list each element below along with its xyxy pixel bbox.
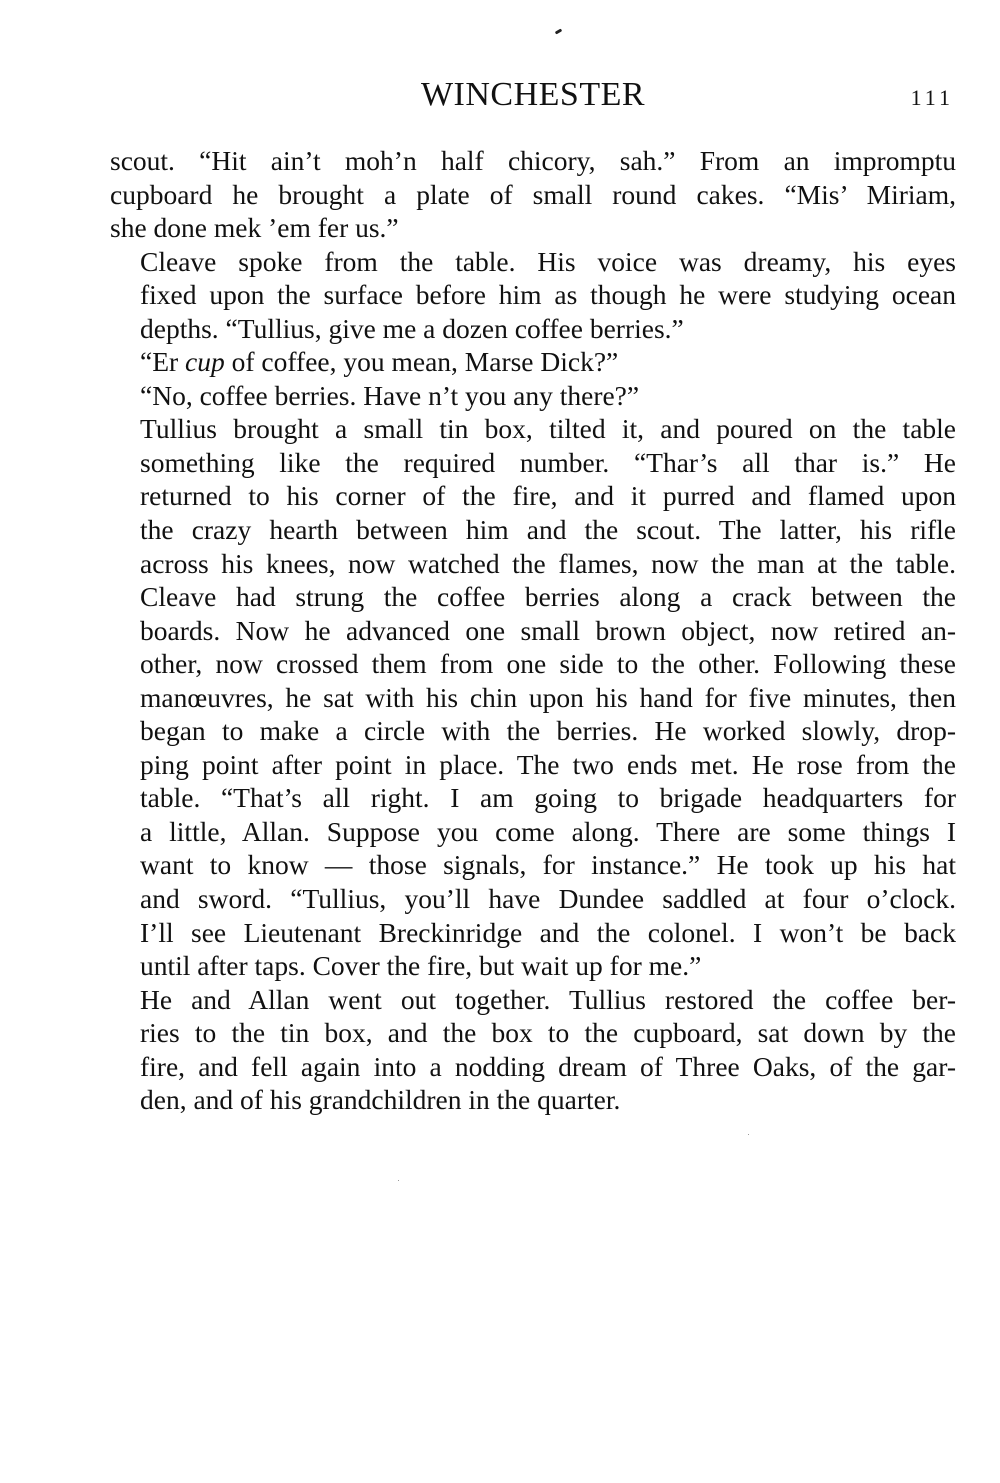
page-number: 111 (910, 85, 954, 110)
text-line: a little, Allan. Suppose you come along. There are some things I (140, 815, 956, 847)
paragraph (110, 983, 956, 1117)
text-line: ping point after point in place. The two ends met. He rose from the (140, 748, 956, 780)
paper-mark (748, 1134, 749, 1135)
text-line: began to make a circle with the berries. He worked slowly, drop- (140, 715, 956, 747)
text-line: “No, coffee berries. Have n’t you any there?” (140, 379, 640, 411)
paragraph (110, 345, 956, 379)
text-line: the crazy hearth between him and the scout. The latter, his rifle (140, 514, 956, 546)
running-title: WINCHESTER (420, 76, 646, 113)
text-line: want to know — those signals, for instance.” He took up his hat (140, 849, 956, 881)
text-line: table. “That’s all right. I am going to brigade headquarters for (140, 782, 956, 814)
text-line: Cleave spoke from the table. His voice was dreamy, his eyes (140, 245, 956, 277)
text-line: cupboard he brought a plate of small round cakes. “Mis’ Miriam, (110, 178, 956, 210)
text-line: she done mek ’em fer us.” (110, 212, 399, 244)
paragraph (110, 144, 956, 245)
text-line: until after taps. Cover the fire, but wait up for me.” (140, 950, 702, 982)
text-line: boards. Now he advanced one small brown object, now retired an- (140, 614, 956, 646)
text-line: ries to the tin box, and the box to the cupboard, sat down by the (140, 1017, 956, 1049)
paragraph (110, 245, 956, 346)
running-head (110, 72, 956, 118)
text-line: returned to his corner of the fire, and it purred and flamed upon (140, 480, 956, 512)
text-line: across his knees, now watched the flames, now the man at the table. (140, 547, 956, 579)
text-line: Tullius brought a small tin box, tilted it, and poured on the table (140, 413, 956, 445)
text-line: fixed upon the surface before him as though he were studying ocean (140, 279, 956, 311)
text-line: something like the required number. “Thar’s all thar is.” He (140, 446, 956, 478)
paper-mark (398, 1180, 399, 1181)
text-line: I’ll see Lieutenant Breckinridge and the colonel. I won’t be back (140, 916, 956, 948)
paragraph (110, 412, 956, 982)
text-line: manœuvres, he sat with his chin upon his hand for five minutes, then (140, 681, 956, 713)
text-line: scout. “Hit ain’t moh’n half chicory, sah.” From an impromptu (110, 145, 956, 176)
text-line: and sword. “Tullius, you’ll have Dundee saddled at four o’clock. (140, 883, 956, 915)
text-line: depths. “Tullius, give me a dozen coffee berries.” (140, 312, 684, 344)
ink-speck (555, 28, 563, 34)
text-line: other, now crossed them from one side to the other. Following these (140, 648, 956, 680)
text-line: “Er cup of coffee, you mean, Marse Dick?” (140, 346, 619, 378)
text-line: Cleave had strung the coffee berries along a crack between the (140, 581, 956, 613)
text-line: den, and of his grandchildren in the quarter. (140, 1084, 621, 1116)
body-text (110, 144, 956, 1117)
book-page (110, 0, 956, 1483)
text-line: He and Allan went out together. Tullius restored the coffee ber- (140, 983, 956, 1015)
paragraph (110, 379, 956, 413)
text-line: fire, and fell again into a nodding dream of Three Oaks, of the gar- (140, 1050, 956, 1082)
